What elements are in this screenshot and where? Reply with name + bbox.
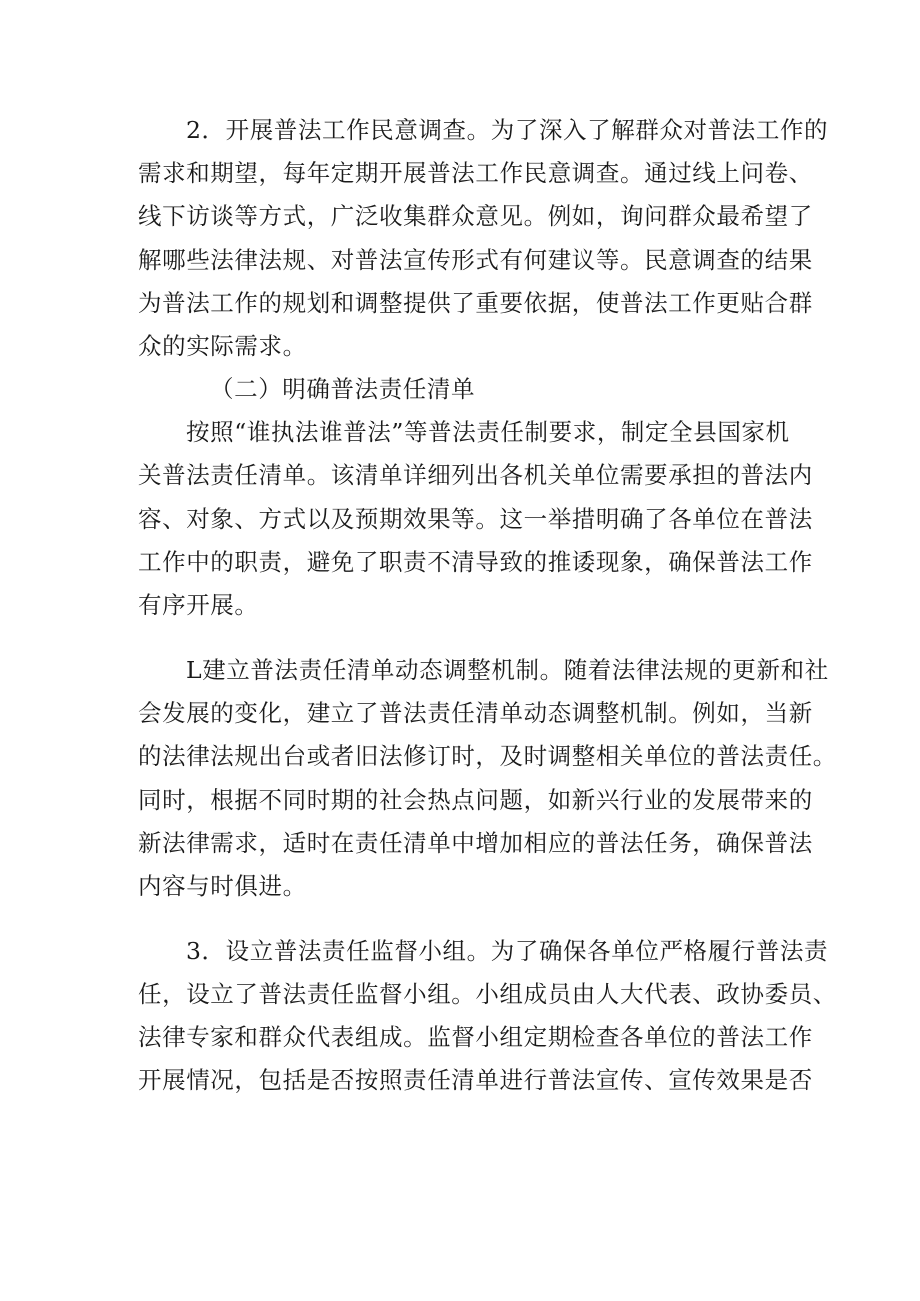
section-heading: （二）明确普法责任清单: [210, 375, 476, 403]
paragraph-line-supervision-4: 开展情况，包括是否按照责任清单进行普法宣传、宣传效果是否: [138, 1066, 813, 1094]
paragraph-line-list-5: 有序开展。: [138, 591, 259, 619]
paragraph-line-list-3: 容、对象、方式以及预期效果等。这一举措明确了各单位在普法: [138, 505, 813, 533]
paragraph-line-list-2: 关普法责任清单。该清单详细列出各机关单位需要承担的普法内: [138, 461, 813, 489]
paragraph-line-survey-3: 线下访谈等方式，广泛收集群众意见。例如，询问群众最希望了: [138, 202, 813, 230]
paragraph-line-dynamic-3: 的法律法规出台或者旧法修订时，及时调整相关单位的普法责任。: [138, 742, 837, 770]
paragraph-line-dynamic-6: 内容与时俱进。: [138, 872, 307, 900]
paragraph-line-list-1: 按照“谁执法谁普法”等普法责任制要求，制定全县国家机: [186, 418, 790, 446]
paragraph-line-supervision-2: 任，设立了普法责任监督小组。小组成员由人大代表、政协委员、: [138, 980, 837, 1008]
paragraph-line-supervision-3: 法律专家和群众代表组成。监督小组定期检查各单位的普法工作: [138, 1023, 813, 1051]
paragraph-line-dynamic-2: 会发展的变化，建立了普法责任清单动态调整机制。例如，当新: [138, 699, 813, 727]
paragraph-line-dynamic-1: L建立普法责任清单动态调整机制。随着法律法规的更新和社: [186, 656, 829, 684]
paragraph-line-list-4: 工作中的职责，避免了职责不清导致的推诿现象，确保普法工作: [138, 548, 813, 576]
paragraph-line-survey-1: 2．开展普法工作民意调查。为了深入了解群众对普法工作的: [186, 116, 829, 144]
paragraph-line-survey-6: 众的实际需求。: [138, 332, 307, 360]
paragraph-line-supervision-1: 3．设立普法责任监督小组。为了确保各单位严格履行普法责: [186, 937, 829, 965]
paragraph-line-survey-2: 需求和期望，每年定期开展普法工作民意调查。通过线上问卷、: [138, 159, 813, 187]
paragraph-line-survey-4: 解哪些法律法规、对普法宣传形式有何建议等。民意调查的结果: [138, 246, 813, 274]
paragraph-line-dynamic-5: 新法律需求，适时在责任清单中增加相应的普法任务，确保普法: [138, 829, 813, 857]
paragraph-line-dynamic-4: 同时，根据不同时期的社会热点问题，如新兴行业的发展带来的: [138, 786, 813, 814]
paragraph-line-survey-5: 为普法工作的规划和调整提供了重要依据，使普法工作更贴合群: [138, 289, 813, 317]
